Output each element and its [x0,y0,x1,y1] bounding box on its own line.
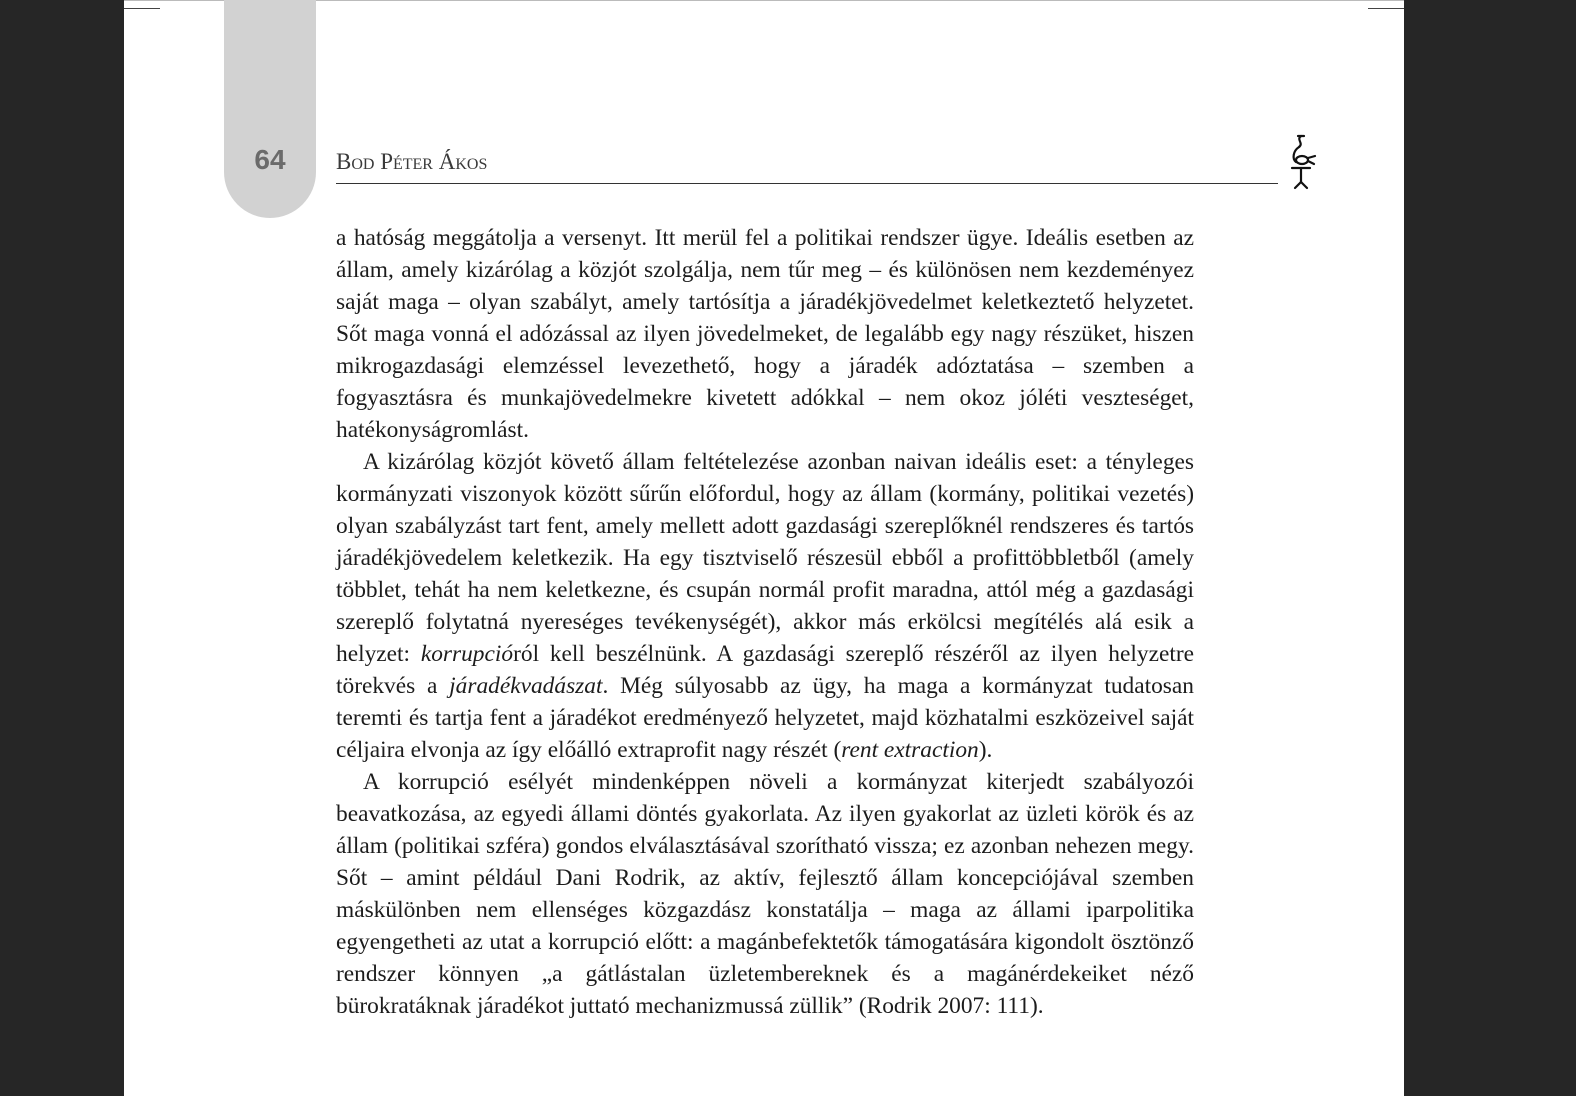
crop-mark-left [124,8,160,9]
paragraph-1: a hatóság meggátolja a versenyt. Itt merül fel a politikai rendszer ügye. Ideális esetben az állam, amely kizárólag a közjót szolgálja, nem tűr meg – és különösen nem kezdeményez saját maga – olyan szabályt, amely tartósítja a járadékjövedelmet keletkeztető helyzetet. Sőt maga vonná el adózással az ilyen jövedelmeket, de legalább egy nagy részüket, hiszen mikrogazdasági elemzéssel levezethető, hogy a járadék adóztatása – szemben a fogyasztásra és munkajövedelmekre kivetett adókkal – nem okoz jóléti veszteséget, hatékonyságromlást. [336,225,1194,443]
page-top-edge [124,0,1404,1]
header-rule [336,183,1278,184]
paragraph-2: A kizárólag közjót követő állam feltételezése azonban naivan ideális eset: a tényleges kormányzati viszonyok között sűrűn előfordul, hogy az állam (kormány, politikai vezetés) olyan szabályzást tart fent, amely mellett adott gazdasági szereplőknél rendszeres és tartós járadékjövedelem keletkezik. Ha egy tisztviselő részesül ebből a profittöbbletből (amely többlet, tehát ha nem keletkezne, és csupán normál profit maradna, attól még a gazdasági szereplő folytatná nyereséges tevékenységét), akkor más erkölcsi megítélés alá esik a helyzet: korrupcióról kell beszélnünk. A gazdasági szereplő részéről az ilyen helyzetre törekvés a járadékvadászat. Még súlyosabb az ügy, ha maga a kormányzat tudatosan teremti és tartja fent a járadékot eredményező helyzetet, majd közhatalmi eszközeivel saját céljaira elvonja az így előálló extraprofit nagy részét (rent extraction). [336,449,1194,763]
crop-mark-right [1368,8,1404,9]
running-head-author: Bod Péter Ákos [336,149,488,174]
bird-figure-icon [1284,132,1318,190]
paragraph-3: A korrupció esélyét mindenképpen növeli a kormányzat kiterjedt szabályozói beavatkozása, az egyedi állami döntés gyakorlata. Az ilyen gyakorlat az üzleti körök és az állam (politikai szféra) gondos elválasztásával szorítható vissza; ez azonban nehezen megy. Sőt – amint például Dani Rodrik, az aktív, fejlesztő állam koncepciójával szemben máskülönben nem ellenséges közgazdász konstatálja – maga az állami iparpolitika egyengetheti az utat a korrupció előtt: a magánbefektetők támogatására kigondolt ösztönző rendszer könnyen „a gátlástalan üzletembereknek és a magánérdekeiket néző bürokratáknak járadékot juttató mechanizmussá züllik” (Rodrik 2007: 111). [336,769,1194,1019]
document-page [124,0,1404,1096]
page-number: 64 [254,144,286,175]
page-number-tab [224,0,316,218]
body-text [336,222,1194,1022]
